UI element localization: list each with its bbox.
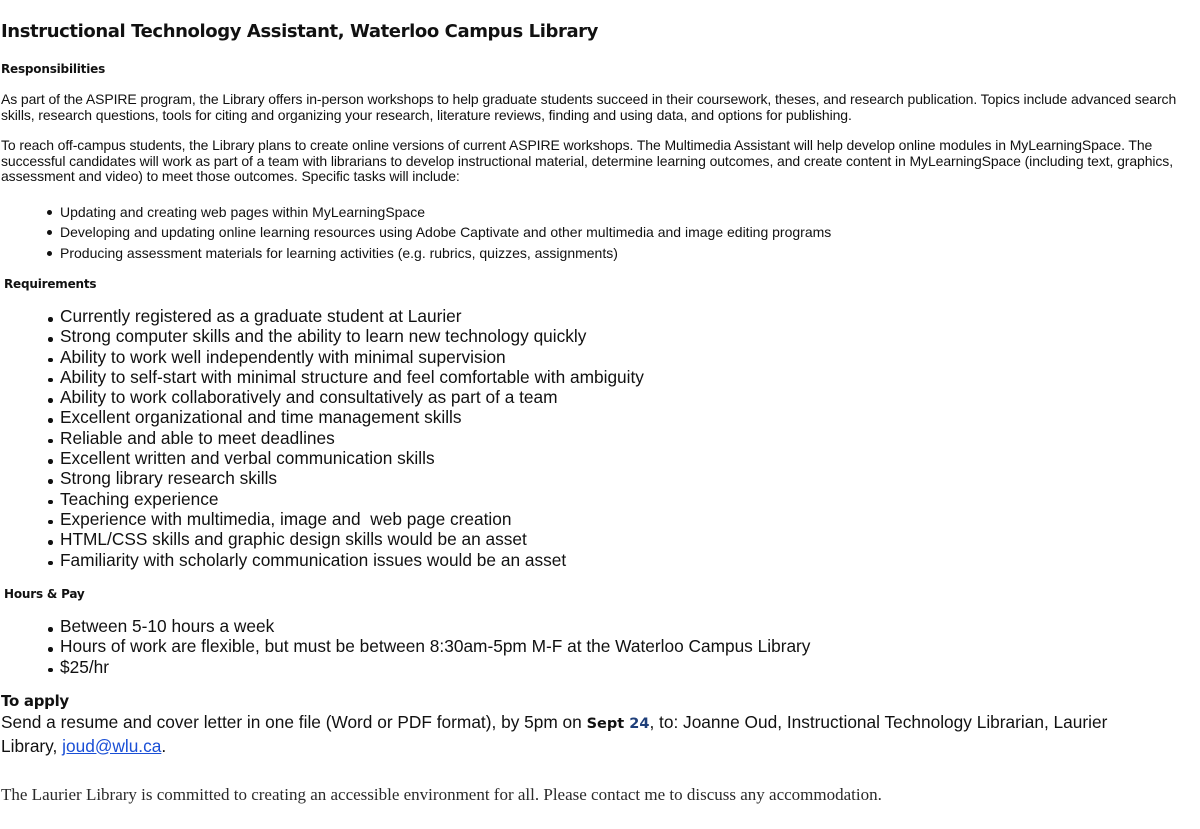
bullet-icon xyxy=(48,418,53,423)
list-item: Producing assessment materials for learning activities (e.g. rubrics, quizzes, assignments) xyxy=(0,243,831,263)
list-item: Between 5-10 hours a week xyxy=(0,616,810,636)
responsibilities-heading: Responsibilities xyxy=(1,62,106,76)
bullet-icon xyxy=(48,540,53,545)
bullet-icon xyxy=(48,561,53,566)
bullet-icon xyxy=(48,627,53,632)
list-item: Developing and updating online learning resources using Adobe Captivate and other multimedia and image editing programs xyxy=(0,222,831,242)
accessibility-statement: The Laurier Library is committed to creating an accessible environment for all. Please contact me to discuss any accommodation. xyxy=(1,785,882,804)
task-list xyxy=(0,202,831,263)
bullet-icon xyxy=(48,398,53,403)
bullet-icon xyxy=(48,378,53,383)
responsibilities-paragraph-2: To reach off-campus students, the Library plans to create online versions of current ASPIRE workshops. The Multimedia Assistant will help develop online modules in MyLearningSpace. The successful candidates will work as part of a team with librarians to develop instructional material, determine learning outcomes, and create content in MyLearningSpace (including text, graphics, assessment and video) to meet those outcomes. Specific tasks will include: xyxy=(1,137,1173,184)
bullet-icon xyxy=(48,500,53,505)
bullet-icon xyxy=(47,230,52,235)
page-title: Instructional Technology Assistant, Waterloo Campus Library xyxy=(1,21,598,42)
list-item: Excellent organizational and time management skills xyxy=(0,407,644,427)
requirements-heading: Requirements xyxy=(4,277,97,291)
bullet-icon xyxy=(48,317,53,322)
list-item: Hours of work are flexible, but must be between 8:30am-5pm M-F at the Waterloo Campus Library xyxy=(0,636,810,656)
list-item: Familiarity with scholarly communication issues would be an asset xyxy=(0,550,644,570)
bullet-icon xyxy=(48,479,53,484)
list-item: Ability to work well independently with minimal supervision xyxy=(0,347,644,367)
responsibilities-paragraph-1: As part of the ASPIRE program, the Library offers in-person workshops to help graduate students succeed in their coursework, theses, and research publication. Topics include advanced search skills, research questions, tools for citing and organizing your research, literature reviews, finding and using data, and options for publishing. xyxy=(1,91,1177,123)
apply-heading: To apply xyxy=(1,692,69,710)
bullet-icon xyxy=(48,647,53,652)
hours-pay-list xyxy=(0,616,810,677)
list-item: Excellent written and verbal communication skills xyxy=(0,448,644,468)
list-item: Reliable and able to meet deadlines xyxy=(0,428,644,448)
email-link[interactable]: joud@wlu.ca xyxy=(62,735,162,756)
apply-instructions: Send a resume and cover letter in one file (Word or PDF format), by 5pm on Sept 24, to: Joanne Oud, Instructional Technology Librarian, Laurier Library, joud@wlu.ca. xyxy=(1,712,1108,756)
list-item: Experience with multimedia, image and web page creation xyxy=(0,509,644,529)
bullet-icon xyxy=(48,337,53,342)
bullet-icon xyxy=(48,358,53,363)
list-item: Currently registered as a graduate student at Laurier xyxy=(0,306,644,326)
list-item: Strong computer skills and the ability to learn new technology quickly xyxy=(0,326,644,346)
bullet-icon xyxy=(47,251,52,256)
bullet-icon xyxy=(48,439,53,444)
hours-pay-heading: Hours & Pay xyxy=(4,587,85,601)
list-item: $25/hr xyxy=(0,657,810,677)
list-item: Teaching experience xyxy=(0,489,644,509)
bullet-icon xyxy=(48,520,53,525)
list-item: Strong library research skills xyxy=(0,468,644,488)
bullet-icon xyxy=(48,459,53,464)
bullet-icon xyxy=(48,668,53,673)
list-item: Ability to work collaboratively and consultatively as part of a team xyxy=(0,387,644,407)
list-item: Ability to self-start with minimal structure and feel comfortable with ambiguity xyxy=(0,367,644,387)
deadline-date: Sept 24 xyxy=(586,716,650,732)
requirements-list xyxy=(0,306,644,570)
list-item: HTML/CSS skills and graphic design skills would be an asset xyxy=(0,529,644,549)
list-item: Updating and creating web pages within MyLearningSpace xyxy=(0,202,831,222)
bullet-icon xyxy=(47,210,52,215)
